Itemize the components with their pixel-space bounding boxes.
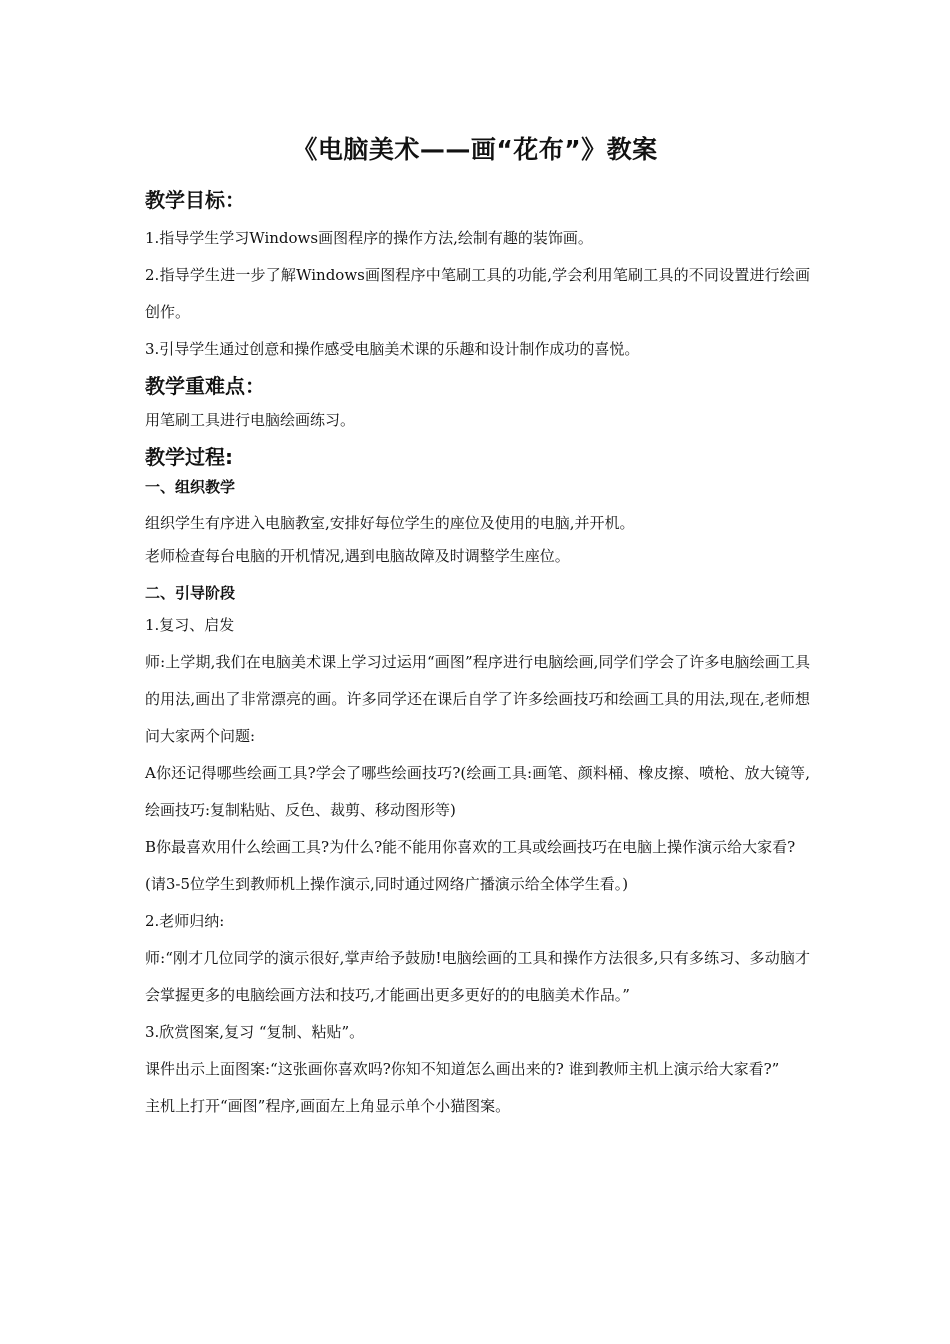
objectives-heading: 教学目标： bbox=[145, 188, 245, 212]
part2-paragraph-3: A你还记得哪些绘画工具?学会了哪些绘画技巧?(绘画工具:画笔、颜料桶、橡皮擦、喷枪、放大镜等,绘画技巧:复制粘贴、反色、裁剪、移动图形等) bbox=[145, 764, 810, 819]
part2-paragraph-1: 1.复习、启发 bbox=[145, 616, 235, 634]
part1-line-2: 老师检查每台电脑的开机情况,遇到电脑故障及时调整学生座位。 bbox=[145, 547, 570, 565]
part2-heading: 二、引导阶段 bbox=[145, 584, 236, 602]
key-points-text: 用笔刷工具进行电脑绘画练习。 bbox=[145, 411, 356, 429]
part1-heading: 一、组织教学 bbox=[145, 478, 236, 496]
part2-paragraph-6: 2.老师归纳: bbox=[145, 912, 225, 930]
part2-paragraph-4: B你最喜欢用什么绘画工具?为什么?能不能用你喜欢的工具或绘画技巧在电脑上操作演示给大家看? bbox=[145, 838, 796, 856]
document-body bbox=[145, 184, 810, 1125]
part2-paragraph-9: 课件出示上面图案:“这张画你喜欢吗?你知不知道怎么画出来的? 谁到教师主机上演示给大家看?” bbox=[145, 1060, 780, 1078]
objective-item-1: 1.指导学生学习Windows画图程序的操作方法,绘制有趣的装饰画。 bbox=[145, 229, 593, 247]
part2-paragraph-8: 3.欣赏图案,复习 “复制、粘贴”。 bbox=[145, 1023, 365, 1041]
part1-line-1: 组织学生有序进入电脑教室,安排好每位学生的座位及使用的电脑,并开机。 bbox=[145, 514, 635, 532]
part2-paragraph-2: 师:上学期,我们在电脑美术课上学习过运用“画图”程序进行电脑绘画,同学们学会了许多电脑绘画工具的用法,画出了非常漂亮的画。许多同学还在课后自学了许多绘画技巧和绘画工具的用法,现在,老师想问大家两个问题: bbox=[145, 653, 810, 745]
objective-item-2: 2.指导学生进一步了解Windows画图程序中笔刷工具的功能,学会利用笔刷工具的不同设置进行绘画创作。 bbox=[145, 266, 810, 321]
objective-item-3: 3.引导学生通过创意和操作感受电脑美术课的乐趣和设计制作成功的喜悦。 bbox=[145, 340, 640, 358]
process-heading: 教学过程: bbox=[145, 445, 233, 469]
part2-paragraph-7: 师:“刚才几位同学的演示很好,掌声给予鼓励!电脑绘画的工具和操作方法很多,只有多练习、多动脑才会掌握更多的电脑绘画方法和技巧,才能画出更多更好的的电脑美术作品。” bbox=[145, 949, 810, 1004]
part2-paragraph-5: (请3-5位学生到教师机上操作演示,同时通过网络广播演示给全体学生看。) bbox=[145, 875, 629, 893]
part2-paragraph-10: 主机上打开“画图”程序,画面左上角显示单个小猫图案。 bbox=[145, 1097, 511, 1115]
document-title: 《电脑美术——画“花布”》教案 bbox=[292, 135, 658, 164]
key-points-heading: 教学重难点： bbox=[145, 374, 265, 398]
